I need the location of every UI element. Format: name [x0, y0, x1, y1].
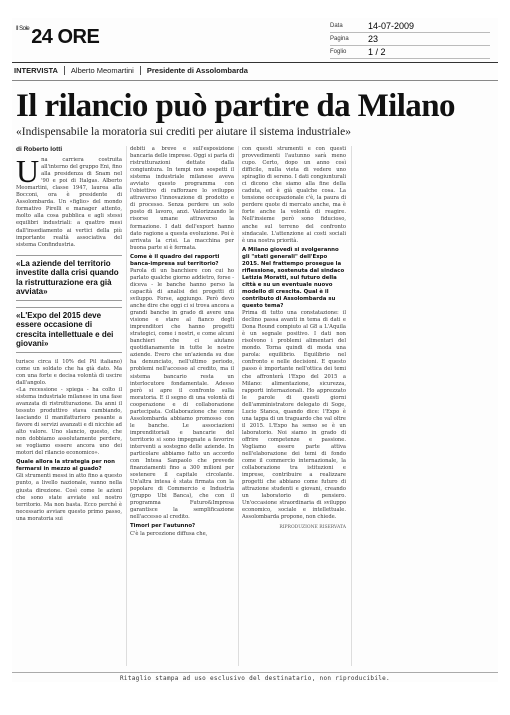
pull-quote: «L'Expo del 2015 deve essere occasione di crescita intellettuale e dei giovani»	[16, 307, 122, 353]
clipping-meta-box	[330, 20, 490, 59]
article-column-3	[242, 146, 346, 670]
date-value: 14-07-2009	[368, 21, 415, 31]
masthead-logo	[16, 26, 99, 49]
article-paragraph: na carriera costruita all'interno del gruppo Eni, fino alla presidenza di Snam nel '90 e poi di Italgas. Alberto Meomartini, classe 1947, laurea alla Bocconi, ora è presidente di Assolombarda. Un «figlio» del mondo formativo Pirelli e manager attento, molto alla cosa pubblica e agli stessi equilibri industriali: a quattro mesi dall'insediamento ai vertici della più importante realtà associativa del sistema Confindustria.	[16, 157, 122, 248]
kicker-name: Alberto Meomartini	[70, 66, 134, 75]
article-paragraph: turisce circa il 10% del Pil italiano) come un soldato che ha già dato. Ma con una forte e decisa volontà di uscire dall'angolo.	[16, 358, 122, 386]
date-label: Data	[330, 23, 343, 29]
sheet-label: Foglio	[330, 49, 347, 55]
meta-row-page	[330, 33, 490, 46]
article-paragraph: Gli strumenti messi in atto fino a questo punto, a livello nazionale, vanno nella giusta direzione. Così come le azioni che sono state avviate sul nostro territorio. Ma non basta. Ecco perché è necessario avviare questo primo passo, una moratoria sui	[16, 473, 122, 522]
article-column-2	[130, 146, 234, 670]
meta-row-sheet	[330, 46, 490, 59]
interview-question: Quale allora la strategia per non fermarsi in mezzo al guado?	[16, 459, 115, 473]
page-value: 23	[368, 34, 379, 44]
article-paragraph: «La recessione - spiega - ha colto il sistema industriale milanese in una fase avanzata di ristrutturazione. Da anni il tessuto produttivo stava cambiando, lasciando il manifatturiero pesante a favore di servizi avanzati e di nicchie ad alto valore. Uno slancio, questo, che non dobbiamo assolutamente perdere, se vogliamo essere ancora uno dei motori del rilancio economico».	[16, 386, 122, 457]
column-divider	[126, 146, 127, 666]
article-paragraph: Parola di un banchiere con cui ho parlato qualche giorno addietro, forse - diceva - le banche hanno perso la capacità di analisi dei progetti di sviluppo. Forse, aggiungo. Però devo anche dire che oggi ci si trova ancora a grandi banche in grado di avere una visione e stare al fianco degli imprenditori che hanno progetti strategici, come i nostri, e come alcuni banchieri che ci aiutano quotidianamente in tutte le nostre aziende. Evero che un'azienda su due ha denunciato, nell'ultimo periodo, problemi nell'accesso al credito, ma il sistema bancario resta un interlocutore fondamentale. Adesso però si apre il confronto sulla moratoria. E il segno di una volontà di cooperazione e di collaborazione partecipata. Collaborazione che come Assolombarda abbiamo promosso con le banche. Le associazioni imprenditoriali e bancarie del territorio si sono impegnate a favorire interventi a sostegno delle aziende. In particolare abbiamo fatto un accordo con Intesa Sanpaolo che prevede finanziamenti fino a 300 milioni per sostenere il capitale circolante. Un'altra intesa è stata firmata con la popolare di Commercio e Industria (gruppo Ubi Banca), che con il programma Futuro&Impresa garantisce la semplificazione nell'accesso al credito.	[130, 267, 234, 521]
clipping-footer: Ritaglio stampa ad uso esclusivo del destinatario, non riproducibile.	[12, 672, 498, 685]
subheadline: «Indispensabile la moratoria sui crediti per aiutare il sistema industriale»	[16, 126, 351, 138]
pull-quote: «La aziende del territorio investite dalla crisi quando la ristrutturazione era già avviata»	[16, 255, 122, 301]
article-paragraph: C'è la percezione diffusa che,	[130, 530, 208, 537]
logo-small-text: Il Sole	[16, 26, 30, 32]
meta-row-date	[330, 20, 490, 33]
kicker	[14, 66, 248, 75]
headline: Il rilancio può partire da Milano	[16, 88, 455, 124]
article-paragraph: Prima di tutto una constatazione: il declino passa avanti in tema di dati e Dona Round compiuto al G8 a L'Aquila è un segnale positivo. I dati non risolvono i problemi alimentari del mondo. Torna quindi di moda una parola: equilibrio. Equilibrio nel confronto e nelle decisioni. E questo passo è importante nell'ottica dei temi che affronterà l'Expo del 2015 a Milano: alimentazione, sicurezza, rapporti internazionali. Ho apprezzato le parole di questi giorni dell'amministratore delegato di Soge, Lucio Stanca, quando dice: l'Expo è una tappa di un traguardo che val oltre il 2015. L'Expo ha senso se è un laboratorio. Noi siamo in grado di offrire competenze e passione. Vogliamo essere parte attiva nell'elaborazione dei temi di fondo come il commercio internazionale, la collaborazione tra istituzioni e imprese, contribuire a realizzare progetti che abbiano come futuro di attrazione studenti e giovani, creando un laboratorio di pensiero. Un'occasione straordinaria di sviluppo economico, sociale e intellettuale. Assolombarda propone, non chiede.	[242, 310, 346, 521]
top-rule	[12, 62, 498, 63]
article-paragraph: debiti a breve e sull'esposizione bancaria delle imprese. Oggi si parla di ristrutturazioni dettate dalla congiuntura. In tempi non sospetti il sistema industriale milanese aveva avviato questo programma con l'obiettivo di rafforzare lo sviluppo attraverso l'innovazione di prodotto e di processo. Senza perdere un solo posto di lavoro, anzi. Valorizzando le risorse umane attraverso la formazione. I dati dell'export hanno dato ragione a questa evoluzione. Poi è arrivata la crisi. La macchina per buona parte si è fermata.	[130, 146, 234, 251]
interview-question: Come è il quadro dei rapporti banca-impresa sul territorio?	[130, 253, 220, 267]
sheet-value: 1 / 2	[368, 47, 386, 57]
byline: di Roberto Iotti	[16, 146, 63, 153]
kicker-section: INTERVISTA	[14, 66, 58, 75]
newspaper-clipping	[12, 18, 498, 682]
page-label: Pagina	[330, 36, 349, 42]
copyright-note: RIPRODUZIONE RISERVATA	[279, 525, 346, 531]
logo-text: 24 ORE	[31, 26, 100, 48]
dropcap: U	[16, 153, 40, 190]
kicker-rule	[12, 80, 498, 81]
kicker-role: Presidente di Assolombarda	[146, 66, 248, 75]
kicker-divider	[64, 66, 65, 75]
article-paragraph: con questi strumenti e con questi provvedimenti l'autunno sarà meno cupo. Certo, dopo un anno così difficile, nulla vieta di vedere uno spiraglio di sereno. I dati congiunturali ci dicono che siamo alla fine della caduta, ed è già qualche cosa. La tensione occupazionale c'è, la paura di perdere quote di mercato anche, ma è forte anche la volontà di reagire. Nell'insieme però sono fiducioso, anche sul terreno del confronto sindacale. L'attenzione ai costi sociali è una nostra priorità.	[242, 146, 346, 244]
kicker-divider	[140, 66, 141, 75]
article-column-1	[16, 146, 122, 670]
interview-question: A Milano giovedì si svolgeranno gli "stati generali" dell'Expo 2015. Nel frattempo prosegue la riflessione, sostenuta dal sindaco Letizia Moratti, sul futuro della città e su un eventuale nuovo modello di crescita. Qual è il contributo di Assolombarda su questo tema?	[242, 246, 345, 310]
interview-question: Timori per l'autunno?	[130, 523, 196, 530]
column-divider	[351, 146, 352, 666]
column-divider	[238, 146, 239, 666]
